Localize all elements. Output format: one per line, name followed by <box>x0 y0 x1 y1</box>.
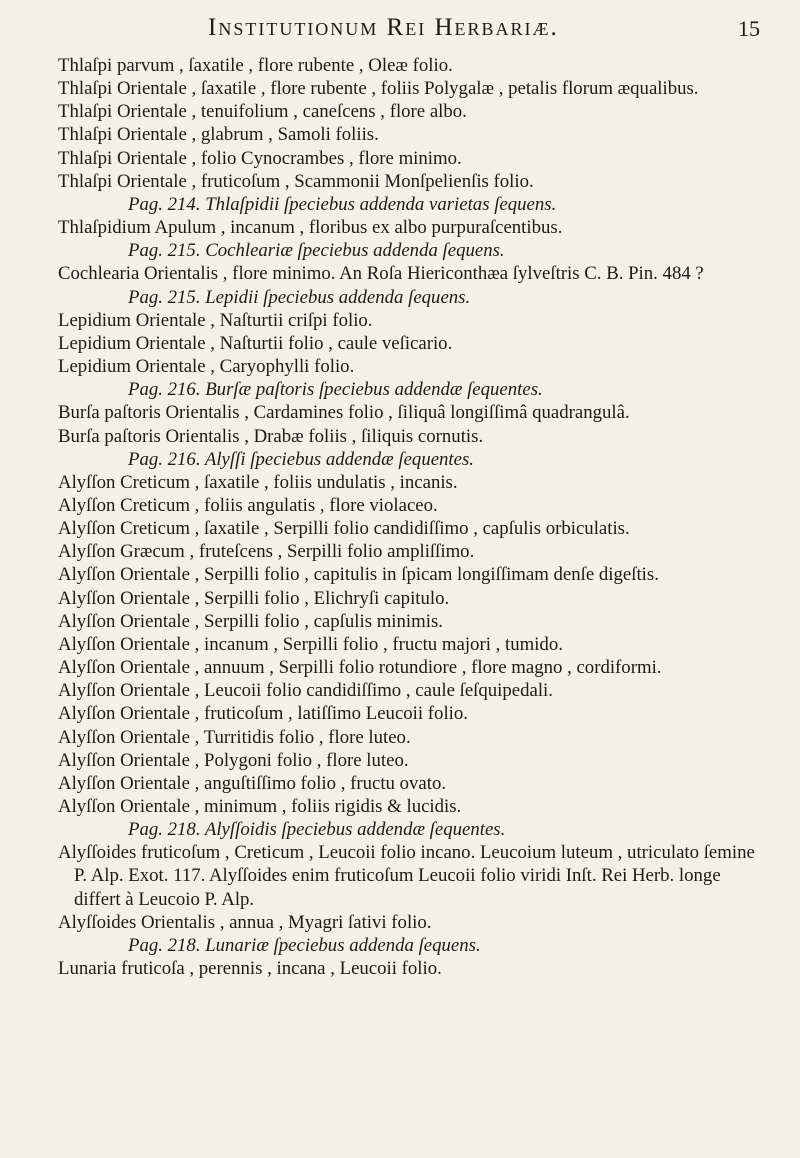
section-heading: Pag. 215. Cochleariæ ſpeciebus addenda ſequens. <box>128 240 505 262</box>
text-entry: Burſa paſtoris Orientalis , Cardamines folio , ſiliquâ longiſſimâ quadrangulâ. <box>58 402 630 424</box>
text-entry: Alyſſon Orientale , Serpilli folio , Elichryſi capitulo. <box>58 587 450 609</box>
text-entry: Lepidium Orientale , Naſturtii folio , caule veſicario. <box>58 332 453 354</box>
text-entry: Thlaſpidium Apulum , incanum , floribus ex albo purpuraſcentibus. <box>58 217 563 239</box>
text-entry: Alyſſoides fruticoſum , Creticum , Leucoii folio incano. Leucoium luteum , utriculato ſemine P. Alp. Exot. 117. Alyſſoides enim fruticoſum Leucoii folio viridi Inſt. Rei Herb. longe differt à Leucoio P. Alp. <box>58 842 755 910</box>
text-entry: Burſa paſtoris Orientalis , Drabæ foliis , ſiliquis cornutis. <box>58 425 484 447</box>
text-entry: Alyſſon Orientale , Polygoni folio , flore luteo. <box>58 749 409 771</box>
text-entry: Thlaſpi Orientale , ſaxatile , flore rubente , foliis Polygalæ , petalis florum æqualibus. <box>58 78 699 100</box>
page-number: 15 <box>738 16 760 41</box>
text-entry: Thlaſpi Orientale , glabrum , Samoli foliis. <box>58 124 379 146</box>
text-entry: Thlaſpi Orientale , fruticoſum , Scammonii Monſpelienſis folio. <box>58 170 534 192</box>
text-entry: Alyſſon Orientale , annuum , Serpilli folio rotundiore , flore magno , cordiformi. <box>58 657 662 679</box>
text-entry: Alyſſon Græcum , fruteſcens , Serpilli folio ampliſſimo. <box>58 541 475 563</box>
text-entry: Lepidium Orientale , Caryophylli folio. <box>58 356 355 378</box>
section-heading: Pag. 215. Lepidii ſpeciebus addenda ſequens. <box>128 286 471 308</box>
text-entry: Alyſſon Orientale , Turritidis folio , flore luteo. <box>58 726 411 748</box>
text-entry: Alyſſon Orientale , minimum , foliis rigidis & lucidis. <box>58 796 462 817</box>
section-heading: Pag. 218. Alyſſoidis ſpeciebus addendæ ſequentes. <box>128 819 506 841</box>
text-entry: Thlaſpi Orientale , folio Cynocrambes , flore minimo. <box>58 147 462 169</box>
text-entry: Cochlearia Orientalis , flore minimo. An Roſa Hiericonthæa ſylveſtris C. B. Pin. 484 ? <box>58 263 704 285</box>
running-head <box>58 14 760 54</box>
text-entry: Thlaſpi Orientale , tenuifolium , caneſcens , flore albo. <box>58 101 467 123</box>
text-entry: Alyſſon Orientale , incanum , Serpilli folio , fructu majori , tumido. <box>58 633 563 655</box>
text-entry: Alyſſon Creticum , ſaxatile , Serpilli folio candidiſſimo , capſulis orbiculatis. <box>58 518 630 540</box>
text-entry: Alyſſon Orientale , anguſtiſſimo folio , fructu ovato. <box>58 772 447 794</box>
text-entry: Alyſſoides Orientalis , annua , Myagri ſativi folio. <box>58 911 432 933</box>
body-text <box>58 54 760 980</box>
text-entry: Alyſſon Orientale , fruticoſum , latiſſimo Leucoii folio. <box>58 703 468 725</box>
text-entry: Lepidium Orientale , Naſturtii criſpi folio. <box>58 309 373 331</box>
text-entry: Thlaſpi parvum , ſaxatile , flore rubente , Oleæ folio. <box>58 55 453 76</box>
text-entry: Alyſſon Orientale , Leucoii folio candidiſſimo , caule ſeſquipedali. <box>58 680 553 702</box>
text-entry: Alyſſon Orientale , Serpilli folio , capſulis minimis. <box>58 610 443 632</box>
section-heading: Pag. 216. Alyſſi ſpeciebus addendæ ſequentes. <box>128 448 474 470</box>
section-heading: Pag. 216. Burſæ paſtoris ſpeciebus addendæ ſequentes. <box>128 379 543 401</box>
running-title: Institutionum Rei Herbariæ. <box>208 14 559 41</box>
text-entry: Lunaria fruticoſa , perennis , incana , Leucoii folio. <box>58 958 442 980</box>
text-entry: Alyſſon Orientale , Serpilli folio , capitulis in ſpicam longiſſimam denſe digeſtis. <box>58 564 659 586</box>
section-heading: Pag. 218. Lunariæ ſpeciebus addenda ſequens. <box>128 934 481 956</box>
text-entry: Alyſſon Creticum , ſaxatile , foliis undulatis , incanis. <box>58 471 458 493</box>
section-heading: Pag. 214. Thlaſpidii ſpeciebus addenda varietas ſequens. <box>128 193 557 215</box>
text-entry: Alyſſon Creticum , foliis angulatis , flore violaceo. <box>58 494 438 516</box>
